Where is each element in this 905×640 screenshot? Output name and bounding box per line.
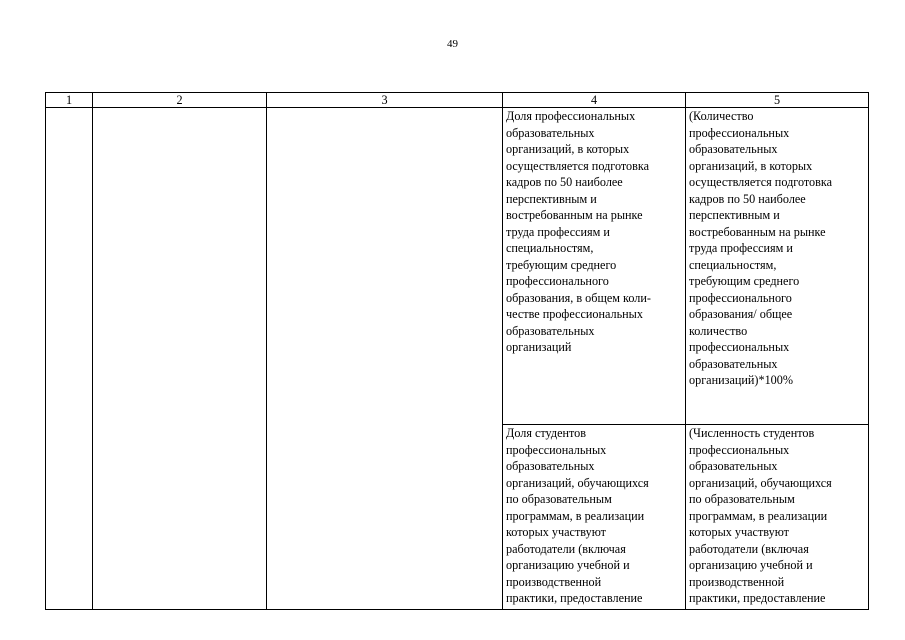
indicator-name-cell — [503, 425, 686, 610]
formula-cell — [686, 108, 869, 425]
column-2-cell — [93, 108, 267, 610]
column-3-cell — [267, 108, 503, 610]
formula-text: (Численность студентов профессиональных образовательных организаций, обучающихся по образовательным программам, в реализации которых участвуют работодатели (включая организацию учебной и производственной практики, предоставление — [689, 426, 832, 605]
column-header-4: 4 — [503, 93, 686, 108]
indicator-name-cell — [503, 108, 686, 425]
column-1-cell — [46, 108, 93, 610]
column-header-5: 5 — [686, 93, 869, 108]
indicator-table — [45, 92, 869, 610]
column-header-1: 1 — [46, 93, 93, 108]
column-header-3: 3 — [267, 93, 503, 108]
formula-text: (Количество профессиональных образовательных организаций, в которых осуществляется подготовка кадров по 50 наиболее перспективным и востребованным на рынке труда профессиям и специальностям, требующим среднего профессионального образования/ общее количество профессиональных образовательных организаций)*100% — [689, 109, 833, 387]
page-number: 49 — [447, 38, 458, 50]
formula-cell — [686, 425, 869, 610]
indicator-name-text: Доля профессиональных образовательных организаций, в которых осуществляется подготовка кадров по 50 наиболее перспективным и востребованным на рынке труда профессиям и специальностям, требующим среднего профессионального образования, в общем коли- честве профессиональных образовательных организаций — [506, 109, 651, 354]
table-row — [46, 108, 869, 425]
column-header-2: 2 — [93, 93, 267, 108]
table-header-row — [46, 93, 869, 108]
indicator-name-text: Доля студентов профессиональных образовательных организаций, обучающихся по образовательным программам, в реализации которых участвуют работодатели (включая организацию учебной и производственной практики, предоставление — [506, 426, 649, 605]
